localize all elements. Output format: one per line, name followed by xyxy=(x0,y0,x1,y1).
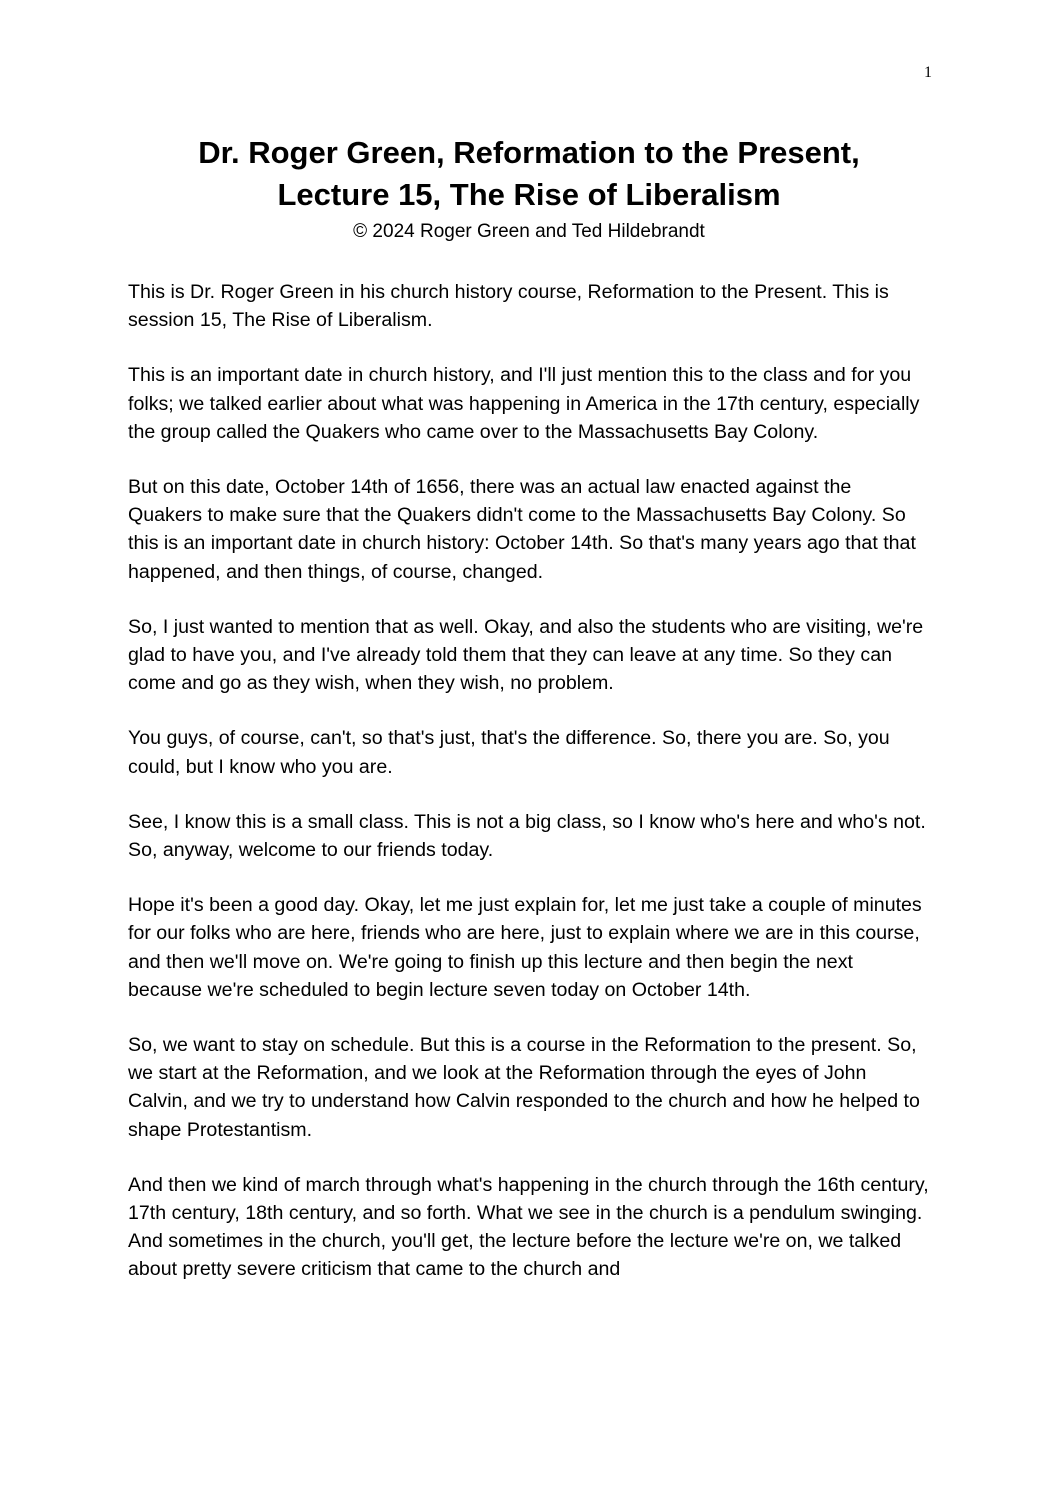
paragraph-3: But on this date, October 14th of 1656, there was an actual law enacted against the Quakers to make sure that the Quakers didn't come to the Massachusetts Bay Colony. So this is an important date in church history: October 14th. So that's many years ago that that happened, and then things, of course, changed. xyxy=(128,476,916,583)
paragraph-2: This is an important date in church history, and I'll just mention this to the class and for you folks; we talked earlier about what was happening in America in the 17th century, especially the group called the Quakers who came over to the Massachusetts Bay Colony. xyxy=(128,364,920,443)
paragraph-9: And then we kind of march through what's happening in the church through the 16th century, 17th century, 18th century, and so forth. What we see in the church is a pendulum swinging. And sometimes in the church, you'll get, the lecture before the lecture we're on, we talked about pretty severe criticism that came to the church and xyxy=(128,1173,929,1281)
paragraph-5: You guys, of course, can't, so that's just, that's the difference. So, there you are. So, you could, but I know who you are. xyxy=(128,727,890,778)
document-title-line-2: Lecture 15, The Rise of Liberalism xyxy=(277,177,781,212)
copyright-notice: © 2024 Roger Green and Ted Hildebrandt xyxy=(353,221,705,242)
document-body xyxy=(128,278,930,1311)
document-header xyxy=(128,132,930,244)
page-number: 1 xyxy=(924,64,932,81)
paragraph-6: See, I know this is a small class. This is not a big class, so I know who's here and who's not. So, anyway, welcome to our friends today. xyxy=(128,810,926,862)
document-title-line-1: Dr. Roger Green, Reformation to the Present, xyxy=(198,135,860,170)
paragraph-1: This is Dr. Roger Green in his church history course, Reformation to the Present. This is session 15, The Rise of Liberalism. xyxy=(128,281,889,332)
paragraph-8: So, we want to stay on schedule. But this is a course in the Reformation to the present. So, we start at the Reformation, and we look at the Reformation through the eyes of John Calvin, and we try to understand how Calvin responded to the church and how he helped to shape Protestantism. xyxy=(128,1034,920,1141)
paragraph-4: So, I just wanted to mention that as well. Okay, and also the students who are visiting, we're glad to have you, and I've already told them that they can leave at any time. So they can come and go as they wish, when they wish, no problem. xyxy=(128,615,924,695)
paragraph-7: Hope it's been a good day. Okay, let me just explain for, let me just take a couple of minutes for our folks who are here, friends who are here, just to explain where we are in this course, and then we'll move on. We're going to finish up this lecture and then begin the next because we're scheduled to begin lecture seven today on October 14th. xyxy=(128,894,922,1001)
